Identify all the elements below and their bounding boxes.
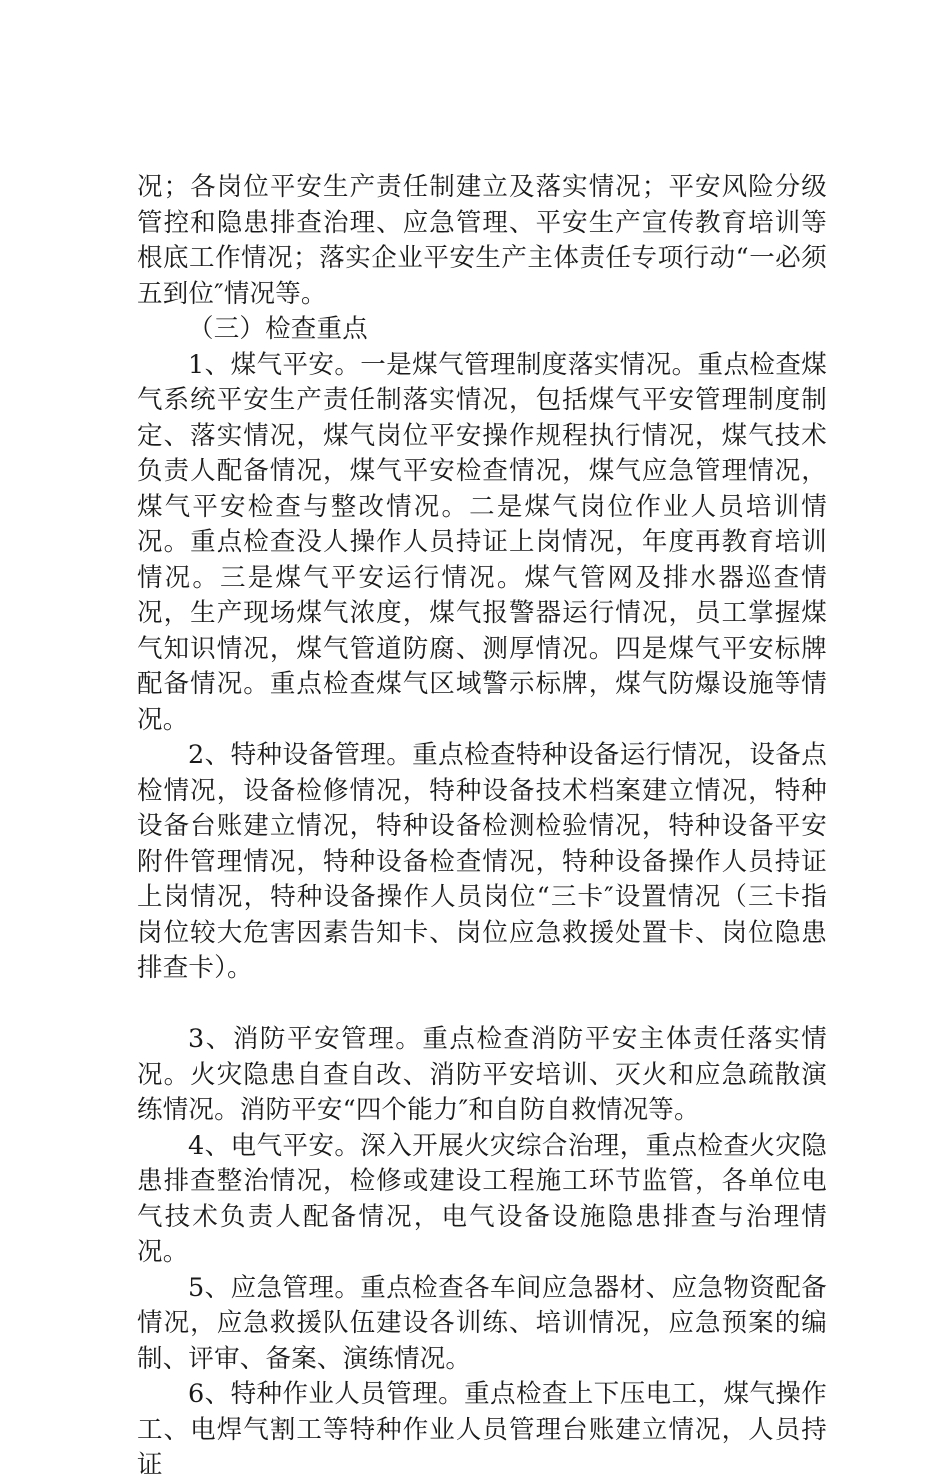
paragraph-fire-safety: 3、消防平安管理。重点检查消防平安主体责任落实情况。火灾隐患自查自改、消防平安培训、灭火和应急疏散演练情况。消防平安“四个能力″和自防自救情况等。 [137, 1024, 827, 1125]
section-heading-inspection-focus: （三）检查重点 [188, 314, 368, 344]
paragraph-gas-safety: 1、煤气平安。一是煤气管理制度落实情况。重点检查煤气系统平安生产责任制落实情况，包括煤气平安管理制度制定、落实情况，煤气岗位平安操作规程执行情况，煤气技术负责人配备情况，煤气平安检查情况，煤气应急管理情况，煤气平安检查与整改情况。二是煤气岗位作业人员培训情况。重点检查没人操作人员持证上岗情况，年度再教育培训情况。三是煤气平安运行情况。煤气管网及排水器巡查情况，生产现场煤气浓度，煤气报警器运行情况，员工掌握煤气知识情况，煤气管道防腐、测厚情况。四是煤气平安标牌配备情况。重点检查煤气区域警示标牌，煤气防爆设施等情况。 [137, 349, 827, 735]
paragraph-special-equipment: 2、特种设备管理。重点检查特种设备运行情况，设备点检情况，设备检修情况，特种设备技术档案建立情况，特种设备台账建立情况，特种设备检测检验情况，特种设备平安附件管理情况，特种设备检查情况，特种设备操作人员持证上岗情况，特种设备操作人员岗位“三卡″设置情况（三卡指岗位较大危害因素告知卡、岗位应急救援处置卡、岗位隐患排查卡）。 [137, 740, 827, 983]
paragraph-special-operators: 6、特种作业人员管理。重点检查上下压电工，煤气操作工、电焊气割工等特种作业人员管理台账建立情况，人员持证 [137, 1379, 827, 1480]
paragraph-electrical-safety: 4、电气平安。深入开展火灾综合治理，重点检查火灾隐患排查整治情况，检修或建设工程施工环节监管，各单位电气技术负责人配备情况，电气设备设施隐患排查与治理情况。 [137, 1130, 827, 1267]
document-body [137, 170, 827, 1484]
paragraph-emergency-management: 5、应急管理。重点检查各车间应急器材、应急物资配备情况，应急救援队伍建设各训练、培训情况，应急预案的编制、评审、备案、演练情况。 [137, 1272, 827, 1374]
paragraph-continuation: 况；各岗位平安生产责任制建立及落实情况；平安风险分级管控和隐患排查治理、应急管理、平安生产宣传教育培训等根底工作情况；落实企业平安生产主体责任专项行动“一必须五到位″情况等。 [137, 172, 827, 309]
